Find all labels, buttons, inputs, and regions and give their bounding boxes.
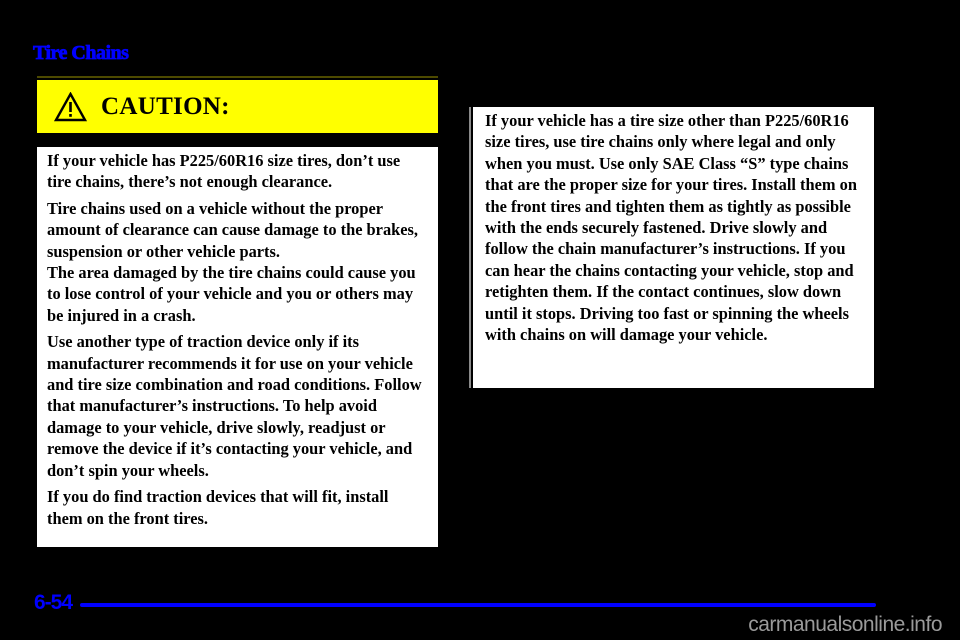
caution-top-rule <box>37 76 438 78</box>
section-title: Tire Chains <box>33 42 129 64</box>
caution-banner <box>37 80 438 133</box>
notice-body <box>473 107 874 388</box>
caution-paragraph: If your vehicle has P225/60R16 size tires, don’t use tire chains, there’s not enough clearance. <box>47 151 401 192</box>
notice-paragraph: If your vehicle has a tire size other than P225/60R16 size tires, use tire chains only where legal and only when you must. Use only SAE Class “S” type chains that are the proper size for your tires. Install them on the front tires and tighten them as tightly as possible with the ends securely fastened. Drive slowly and follow the chain manufacturer’s instructions. If you can hear the chains contacting your vehicle, stop and retighten them. If the contact continues, slow down until it stops. Driving too fast or spinning the wheels with chains on will damage your vehicle. <box>485 111 857 345</box>
caution-label: CAUTION: <box>101 92 230 120</box>
watermark: carmanualsonline.info <box>748 613 942 636</box>
notice-side-bar <box>469 107 471 388</box>
caution-paragraph: If you do find traction devices that will fit, install them on the front tires. <box>47 487 389 528</box>
caution-paragraph: Use another type of traction device only if its manufacturer recommends it for use on your vehicle and tire size combination and road conditions. Follow that manufacturer’s instructions. To help avoid damage to your vehicle, drive slowly, readjust or remove the device if it’s contacting your vehicle, and don’t spin your wheels. <box>47 332 422 480</box>
caution-paragraph: The area damaged by the tire chains could cause you to lose control of your vehicle and you or others may be injured in a crash. <box>47 263 416 325</box>
footer-rule <box>80 603 876 607</box>
warning-triangle-icon <box>54 92 87 122</box>
caution-body <box>37 147 438 547</box>
page-number: 6-54 <box>34 591 73 614</box>
caution-paragraph: Tire chains used on a vehicle without the proper amount of clearance can cause damage to the brakes, suspension or other vehicle parts. <box>47 198 419 261</box>
